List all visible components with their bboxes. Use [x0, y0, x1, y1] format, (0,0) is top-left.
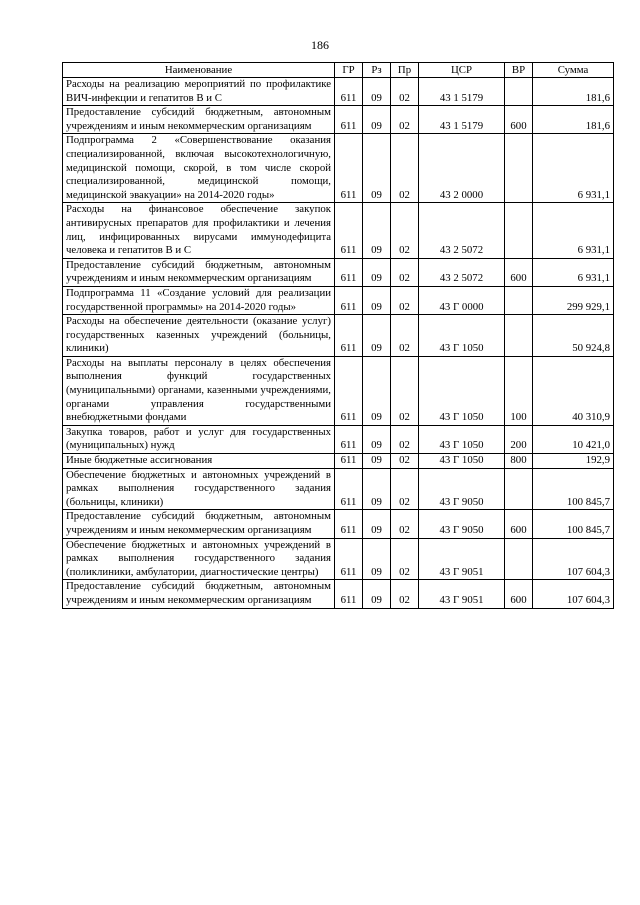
row-pr: 02	[391, 356, 419, 425]
row-gr: 611	[335, 286, 363, 314]
row-name: Подпрограмма 2 «Совершенствование оказания специализированной, включая высокотехнологичную, медицинской помощи, скорой, в том числе скорой специализированной, медицинской помощи, медицинской эвакуации» на 2014-2020 годы»	[63, 134, 335, 203]
row-pr: 02	[391, 134, 419, 203]
row-csr: 43 Г 1050	[419, 425, 505, 453]
header-rz: Рз	[363, 63, 391, 78]
header-pr: Пр	[391, 63, 419, 78]
row-pr: 02	[391, 538, 419, 580]
row-csr: 43 1 5179	[419, 78, 505, 106]
row-gr: 611	[335, 203, 363, 258]
table-header-row	[63, 63, 614, 78]
row-gr: 611	[335, 315, 363, 357]
row-gr: 611	[335, 580, 363, 608]
row-pr: 02	[391, 106, 419, 134]
row-rz: 09	[363, 106, 391, 134]
table-row	[63, 454, 614, 469]
row-vr: 800	[505, 454, 533, 469]
table-row	[63, 203, 614, 258]
row-sum: 6 931,1	[533, 134, 614, 203]
row-gr: 611	[335, 106, 363, 134]
row-rz: 09	[363, 510, 391, 538]
budget-table	[62, 62, 614, 609]
row-rz: 09	[363, 425, 391, 453]
row-name: Предоставление субсидий бюджетным, автономным учреждениям и иным некоммерческим организациям	[63, 258, 335, 286]
table-row	[63, 356, 614, 425]
table-row	[63, 106, 614, 134]
row-pr: 02	[391, 468, 419, 510]
table-row	[63, 538, 614, 580]
row-vr	[505, 538, 533, 580]
page-number: 186	[311, 38, 329, 52]
row-csr: 43 Г 1050	[419, 454, 505, 469]
row-gr: 611	[335, 356, 363, 425]
row-name: Предоставление субсидий бюджетным, автономным учреждениям и иным некоммерческим организациям	[63, 510, 335, 538]
row-sum: 100 845,7	[533, 510, 614, 538]
table-row	[63, 134, 614, 203]
row-name: Подпрограмма 11 «Создание условий для реализации государственной программы» на 2014-2020 годы»	[63, 286, 335, 314]
row-csr: 43 Г 9050	[419, 468, 505, 510]
row-gr: 611	[335, 258, 363, 286]
row-rz: 09	[363, 286, 391, 314]
row-gr: 611	[335, 510, 363, 538]
row-csr: 43 2 5072	[419, 258, 505, 286]
row-name: Расходы на выплаты персоналу в целях обеспечения выполнения функций государственных (муниципальными) органами, казенными учреждениями, органами управления государственными внебюджетными фондами	[63, 356, 335, 425]
row-vr: 600	[505, 106, 533, 134]
row-name: Расходы на реализацию мероприятий по профилактике ВИЧ-инфекции и гепатитов В и С	[63, 78, 335, 106]
row-sum: 100 845,7	[533, 468, 614, 510]
row-sum: 6 931,1	[533, 258, 614, 286]
row-sum: 107 604,3	[533, 538, 614, 580]
row-pr: 02	[391, 425, 419, 453]
row-rz: 09	[363, 134, 391, 203]
row-csr: 43 Г 1050	[419, 356, 505, 425]
row-name: Предоставление субсидий бюджетным, автономным учреждениям и иным некоммерческим организациям	[63, 106, 335, 134]
row-pr: 02	[391, 286, 419, 314]
row-vr: 600	[505, 510, 533, 538]
row-name: Расходы на финансовое обеспечение закупок антивирусных препаратов для профилактики и лечения лиц, инфицированных вирусами иммунодефицита человека и гепатитов В и С	[63, 203, 335, 258]
row-rz: 09	[363, 580, 391, 608]
header-csr: ЦСР	[419, 63, 505, 78]
table-row	[63, 78, 614, 106]
row-pr: 02	[391, 258, 419, 286]
row-vr: 100	[505, 356, 533, 425]
row-csr: 43 Г 1050	[419, 315, 505, 357]
row-gr: 611	[335, 468, 363, 510]
table-row	[63, 468, 614, 510]
header-name: Наименование	[63, 63, 335, 78]
row-sum: 50 924,8	[533, 315, 614, 357]
row-rz: 09	[363, 258, 391, 286]
table-row	[63, 258, 614, 286]
row-vr: 200	[505, 425, 533, 453]
row-gr: 611	[335, 538, 363, 580]
row-rz: 09	[363, 78, 391, 106]
row-name: Расходы на обеспечение деятельности (оказание услуг) государственных казенных учреждений (больницы, клиники)	[63, 315, 335, 357]
row-name: Обеспечение бюджетных и автономных учреждений в рамках выполнения государственного задания (больницы, клиники)	[63, 468, 335, 510]
table-row	[63, 425, 614, 453]
row-sum: 299 929,1	[533, 286, 614, 314]
row-vr: 600	[505, 258, 533, 286]
row-rz: 09	[363, 468, 391, 510]
row-csr: 43 2 5072	[419, 203, 505, 258]
table-row	[63, 510, 614, 538]
row-sum: 107 604,3	[533, 580, 614, 608]
row-gr: 611	[335, 454, 363, 469]
table-row	[63, 580, 614, 608]
row-name: Предоставление субсидий бюджетным, автономным учреждениям и иным некоммерческим организациям	[63, 580, 335, 608]
row-vr: 600	[505, 580, 533, 608]
row-csr: 43 Г 9051	[419, 580, 505, 608]
row-csr: 43 1 5179	[419, 106, 505, 134]
row-sum: 192,9	[533, 454, 614, 469]
row-pr: 02	[391, 510, 419, 538]
row-csr: 43 2 0000	[419, 134, 505, 203]
row-vr	[505, 203, 533, 258]
row-sum: 10 421,0	[533, 425, 614, 453]
row-vr	[505, 78, 533, 106]
row-vr	[505, 134, 533, 203]
row-pr: 02	[391, 203, 419, 258]
row-name: Закупка товаров, работ и услуг для государственных (муниципальных) нужд	[63, 425, 335, 453]
header-gr: ГР	[335, 63, 363, 78]
row-gr: 611	[335, 78, 363, 106]
row-rz: 09	[363, 203, 391, 258]
row-rz: 09	[363, 356, 391, 425]
row-sum: 181,6	[533, 78, 614, 106]
row-sum: 181,6	[533, 106, 614, 134]
table-row	[63, 315, 614, 357]
row-rz: 09	[363, 538, 391, 580]
row-pr: 02	[391, 315, 419, 357]
row-gr: 611	[335, 425, 363, 453]
row-csr: 43 Г 9051	[419, 538, 505, 580]
row-rz: 09	[363, 315, 391, 357]
row-pr: 02	[391, 580, 419, 608]
row-rz: 09	[363, 454, 391, 469]
table-body	[63, 78, 614, 609]
row-csr: 43 Г 9050	[419, 510, 505, 538]
row-pr: 02	[391, 78, 419, 106]
header-vr: ВР	[505, 63, 533, 78]
row-sum: 6 931,1	[533, 203, 614, 258]
row-vr	[505, 286, 533, 314]
row-gr: 611	[335, 134, 363, 203]
row-pr: 02	[391, 454, 419, 469]
table-row	[63, 286, 614, 314]
row-name: Иные бюджетные ассигнования	[63, 454, 335, 469]
row-vr	[505, 468, 533, 510]
header-sum: Сумма	[533, 63, 614, 78]
row-name: Обеспечение бюджетных и автономных учреждений в рамках выполнения государственного задания (поликлиники, амбулатории, диагностические центры)	[63, 538, 335, 580]
row-sum: 40 310,9	[533, 356, 614, 425]
row-csr: 43 Г 0000	[419, 286, 505, 314]
row-vr	[505, 315, 533, 357]
